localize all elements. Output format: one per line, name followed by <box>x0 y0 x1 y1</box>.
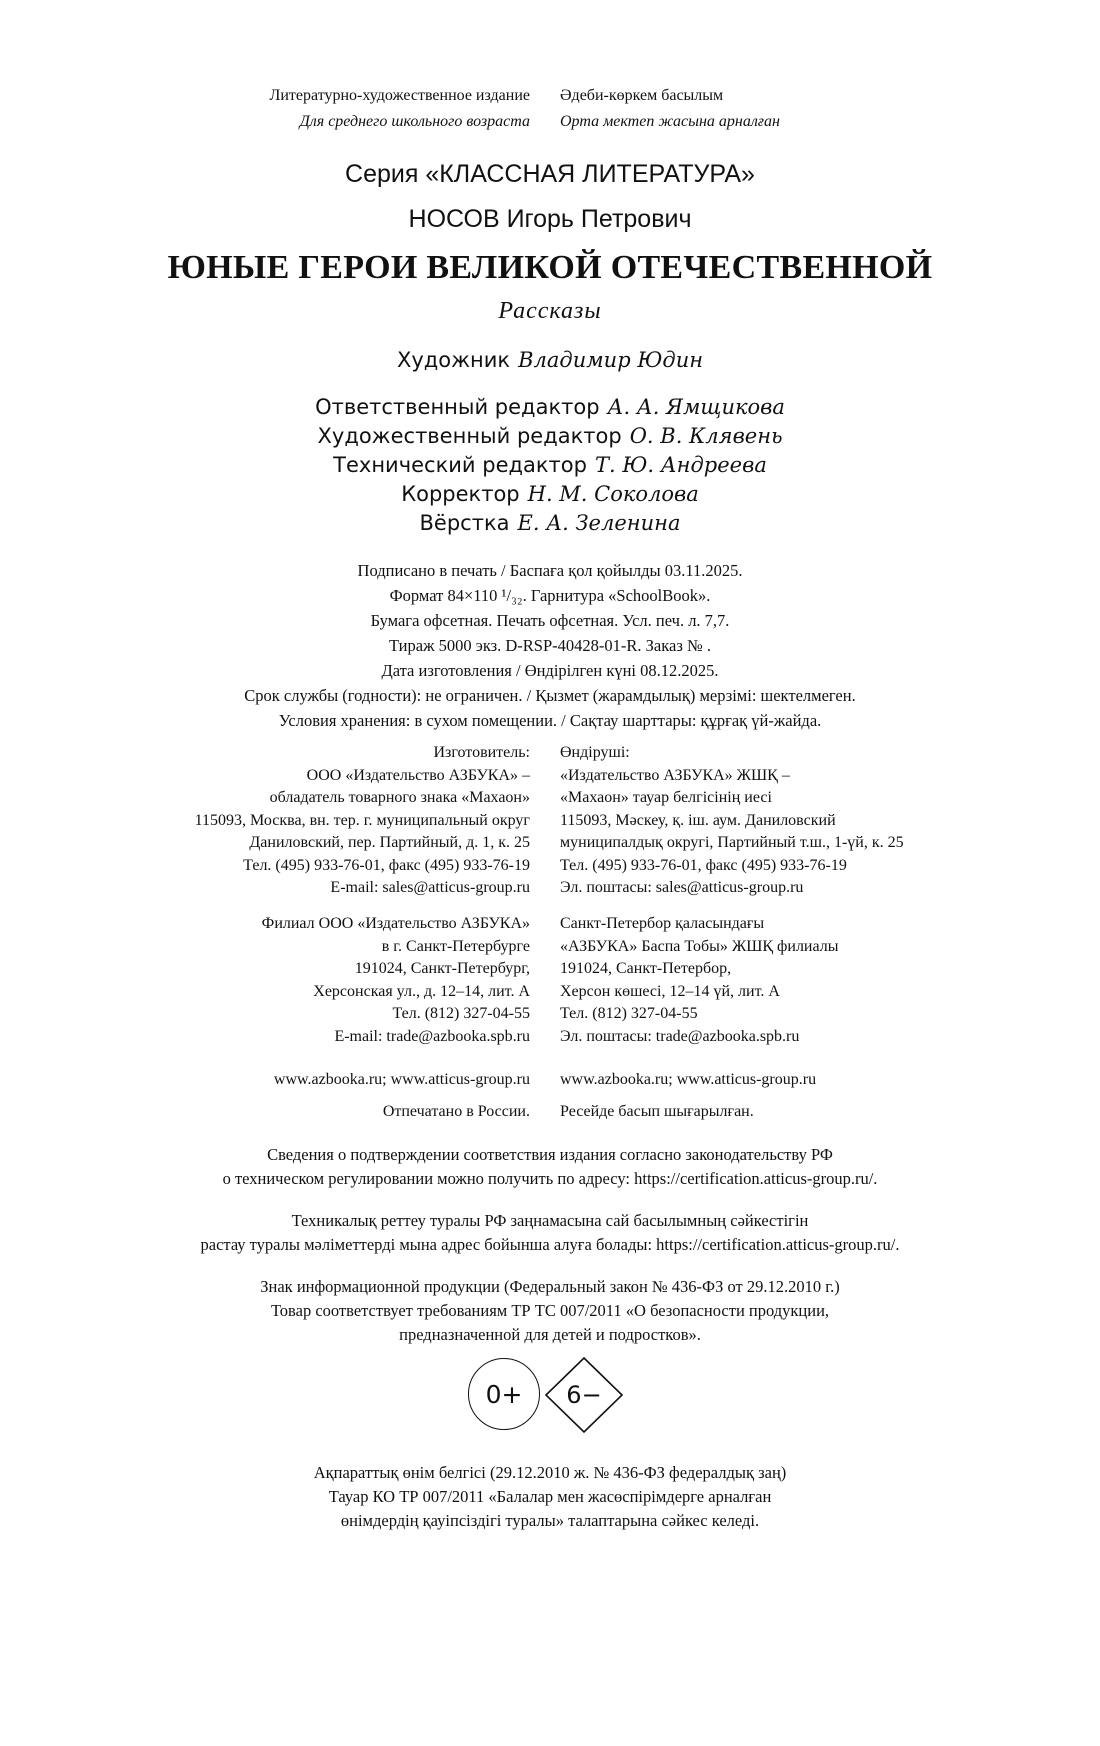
manufacturer-left-line: Изготовитель: <box>433 744 530 761</box>
credit-role: Технический редактор <box>333 453 587 477</box>
manufacturer-right-line: Эл. поштасы: sales@atticus-group.ru <box>560 879 804 896</box>
websites-left: www.azbooka.ru; www.atticus-group.ru <box>273 1071 530 1088</box>
printed-right: Ресейде басып шығарылған. <box>560 1103 754 1120</box>
credit-line <box>0 511 1100 535</box>
credit-name: А. А. Ямщикова <box>607 395 785 419</box>
credit-role: Ответственный редактор <box>315 395 600 419</box>
age-category-label: 6− <box>566 1381 602 1409</box>
branch-right <box>560 915 838 1050</box>
manufacturer-left-line: E-mail: sales@atticus-group.ru <box>330 879 530 896</box>
header-left-genre: Литературно-художественное издание <box>269 87 530 104</box>
artist-role: Художник <box>396 348 511 372</box>
manufacturer-left-line: Даниловский, пер. Партийный, д. 1, к. 25 <box>249 834 530 851</box>
manufacturer-left <box>195 744 530 902</box>
info-sign-kz-line: өнімдердің қауіпсіздігі туралы» талаптарына сәйкес келеді. <box>340 1511 760 1530</box>
info-sign-kz-line: Ақпараттық өнім белгісі (29.12.2010 ж. № 436-ФЗ федералдық заң) <box>313 1463 787 1482</box>
artist-name: Владимир Юдин <box>518 348 704 372</box>
credit-name: Е. А. Зеленина <box>517 511 681 535</box>
author-line: НОСОВ Игорь Петрович <box>408 205 692 233</box>
print-info-line: Подписано в печать / Баспаға қол қойылды 03.11.2025. <box>357 561 743 580</box>
credit-name: Н. М. Соколова <box>527 482 699 506</box>
certification-kz-line: растау туралы мәліметтерді мына адрес бойынша алуға болады: https://certification.atticus-group.ru/. <box>200 1235 900 1254</box>
credit-role: Художественный редактор <box>317 424 622 448</box>
credit-name: О. В. Клявень <box>629 424 783 448</box>
info-sign-ru-line: Знак информационной продукции (Федеральный закон № 436-ФЗ от 29.12.2010 г.) <box>260 1277 840 1296</box>
branch-left-line: Филиал ООО «Издательство АЗБУКА» <box>261 915 530 932</box>
age-rating-circle-badge: 0+ <box>468 1358 540 1430</box>
credit-line <box>0 453 1100 477</box>
manufacturer-left-line: обладатель товарного знака «Махаон» <box>269 789 530 806</box>
branch-left <box>262 915 530 1050</box>
manufacturer-right-line: муниципалдық округі, Партийный т.ш., 1-үй, к. 25 <box>560 834 904 851</box>
certification-ru-line: о техническом регулировании можно получить по адресу: https://certification.atticus-group.ru/. <box>222 1169 878 1188</box>
manufacturer-right-line: Өндіруші: <box>560 744 630 761</box>
certification-kz-line: Техникалық реттеу туралы РФ заңнамасына сай басылымның сәйкестігін <box>291 1211 809 1230</box>
manufacturer-right-line: «Издательство АЗБУКА» ЖШҚ – <box>560 766 790 784</box>
branch-right-line: «АЗБУКА» Баспа Тобы» ЖШҚ филиалы <box>560 937 839 955</box>
info-sign-ru-line: Товар соответствует требованиям ТР ТС 007/2011 «О безопасности продукции, <box>270 1301 830 1320</box>
manufacturer-left-line: ООО «Издательство АЗБУКА» – <box>306 766 530 784</box>
credit-name: Т. Ю. Андреева <box>594 453 767 477</box>
manufacturer-left-line: Тел. (495) 933-76-01, факс (495) 933-76-19 <box>243 856 530 874</box>
info-sign-ru-line: предназначенной для детей и подростков». <box>399 1325 701 1344</box>
manufacturer-right-line: Тел. (495) 933-76-01, факс (495) 933-76-19 <box>560 856 847 874</box>
credit-role: Корректор <box>401 482 520 506</box>
manufacturer-right-line: 115093, Мәскеу, қ. іш. аум. Даниловский <box>560 811 836 829</box>
credit-line <box>0 482 1100 506</box>
series-line: Серия «КЛАССНАЯ ЛИТЕРАТУРА» <box>345 160 755 188</box>
branch-right-line: Херсон көшесі, 12–14 үй, лит. А <box>560 982 780 1000</box>
info-sign-kz-line: Тауар КО ТР 007/2011 «Балалар мен жасөспірімдерге арналған <box>328 1487 772 1506</box>
print-info-line: Тираж 5000 экз. D-RSP-40428-01-R. Заказ № . <box>389 636 711 655</box>
websites-right: www.azbooka.ru; www.atticus-group.ru <box>560 1071 817 1088</box>
branch-right-line: Санкт-Петербор қаласындағы <box>560 915 765 932</box>
print-info-line: Формат 84×110 ¹/₃₂. Гарнитура «SchoolBook». <box>389 586 711 605</box>
branch-left-line: Херсонская ул., д. 12–14, лит. А <box>313 982 530 1000</box>
branch-left-line: в г. Санкт-Петербурге <box>381 937 530 955</box>
certification-ru-line: Сведения о подтверждении соответствия издания согласно законодательству РФ <box>267 1145 833 1164</box>
manufacturer-right-line: «Махаон» тауар белгісінің иесі <box>560 789 772 806</box>
branch-left-line: 191024, Санкт-Петербург, <box>354 960 530 977</box>
header-left-age: Для среднего школьного возраста <box>299 113 530 130</box>
artist-credit <box>0 348 1100 372</box>
credit-line <box>0 395 1100 419</box>
branch-right-line: Эл. поштасы: trade@azbooka.spb.ru <box>560 1027 800 1045</box>
age-badges <box>0 1358 1100 1440</box>
book-subtitle: Рассказы <box>498 298 602 324</box>
header-right-age: Орта мектеп жасына арналған <box>560 113 780 130</box>
header-right-genre: Әдеби-көркем басылым <box>560 87 724 104</box>
manufacturer-right <box>560 744 904 902</box>
branch-left-line: E-mail: trade@azbooka.spb.ru <box>334 1027 530 1045</box>
branch-right-line: Тел. (812) 327-04-55 <box>560 1005 698 1022</box>
manufacturer-left-line: 115093, Москва, вн. тер. г. муниципальный округ <box>194 811 530 829</box>
branch-left-line: Тел. (812) 327-04-55 <box>392 1005 530 1022</box>
branch-right-line: 191024, Санкт-Петербор, <box>560 960 732 977</box>
print-info-line: Условия хранения: в сухом помещении. / Сақтау шарттары: құрғақ үй-жайда. <box>278 711 822 730</box>
credit-role: Вёрстка <box>419 511 510 535</box>
print-info-line: Дата изготовления / Өндірілген күні 08.12.2025. <box>381 661 719 680</box>
printed-left: Отпечатано в России. <box>382 1103 530 1120</box>
book-title: ЮНЫЕ ГЕРОИ ВЕЛИКОЙ ОТЕЧЕСТВЕННОЙ <box>167 249 933 286</box>
credit-line <box>0 424 1100 448</box>
print-info-line: Бумага офсетная. Печать офсетная. Усл. печ. л. 7,7. <box>370 611 730 630</box>
print-info-line: Срок службы (годности): не ограничен. / Қызмет (жарамдылық) мерзімі: шектелмеген. <box>244 686 856 705</box>
age-category-diamond-badge <box>544 1356 624 1434</box>
